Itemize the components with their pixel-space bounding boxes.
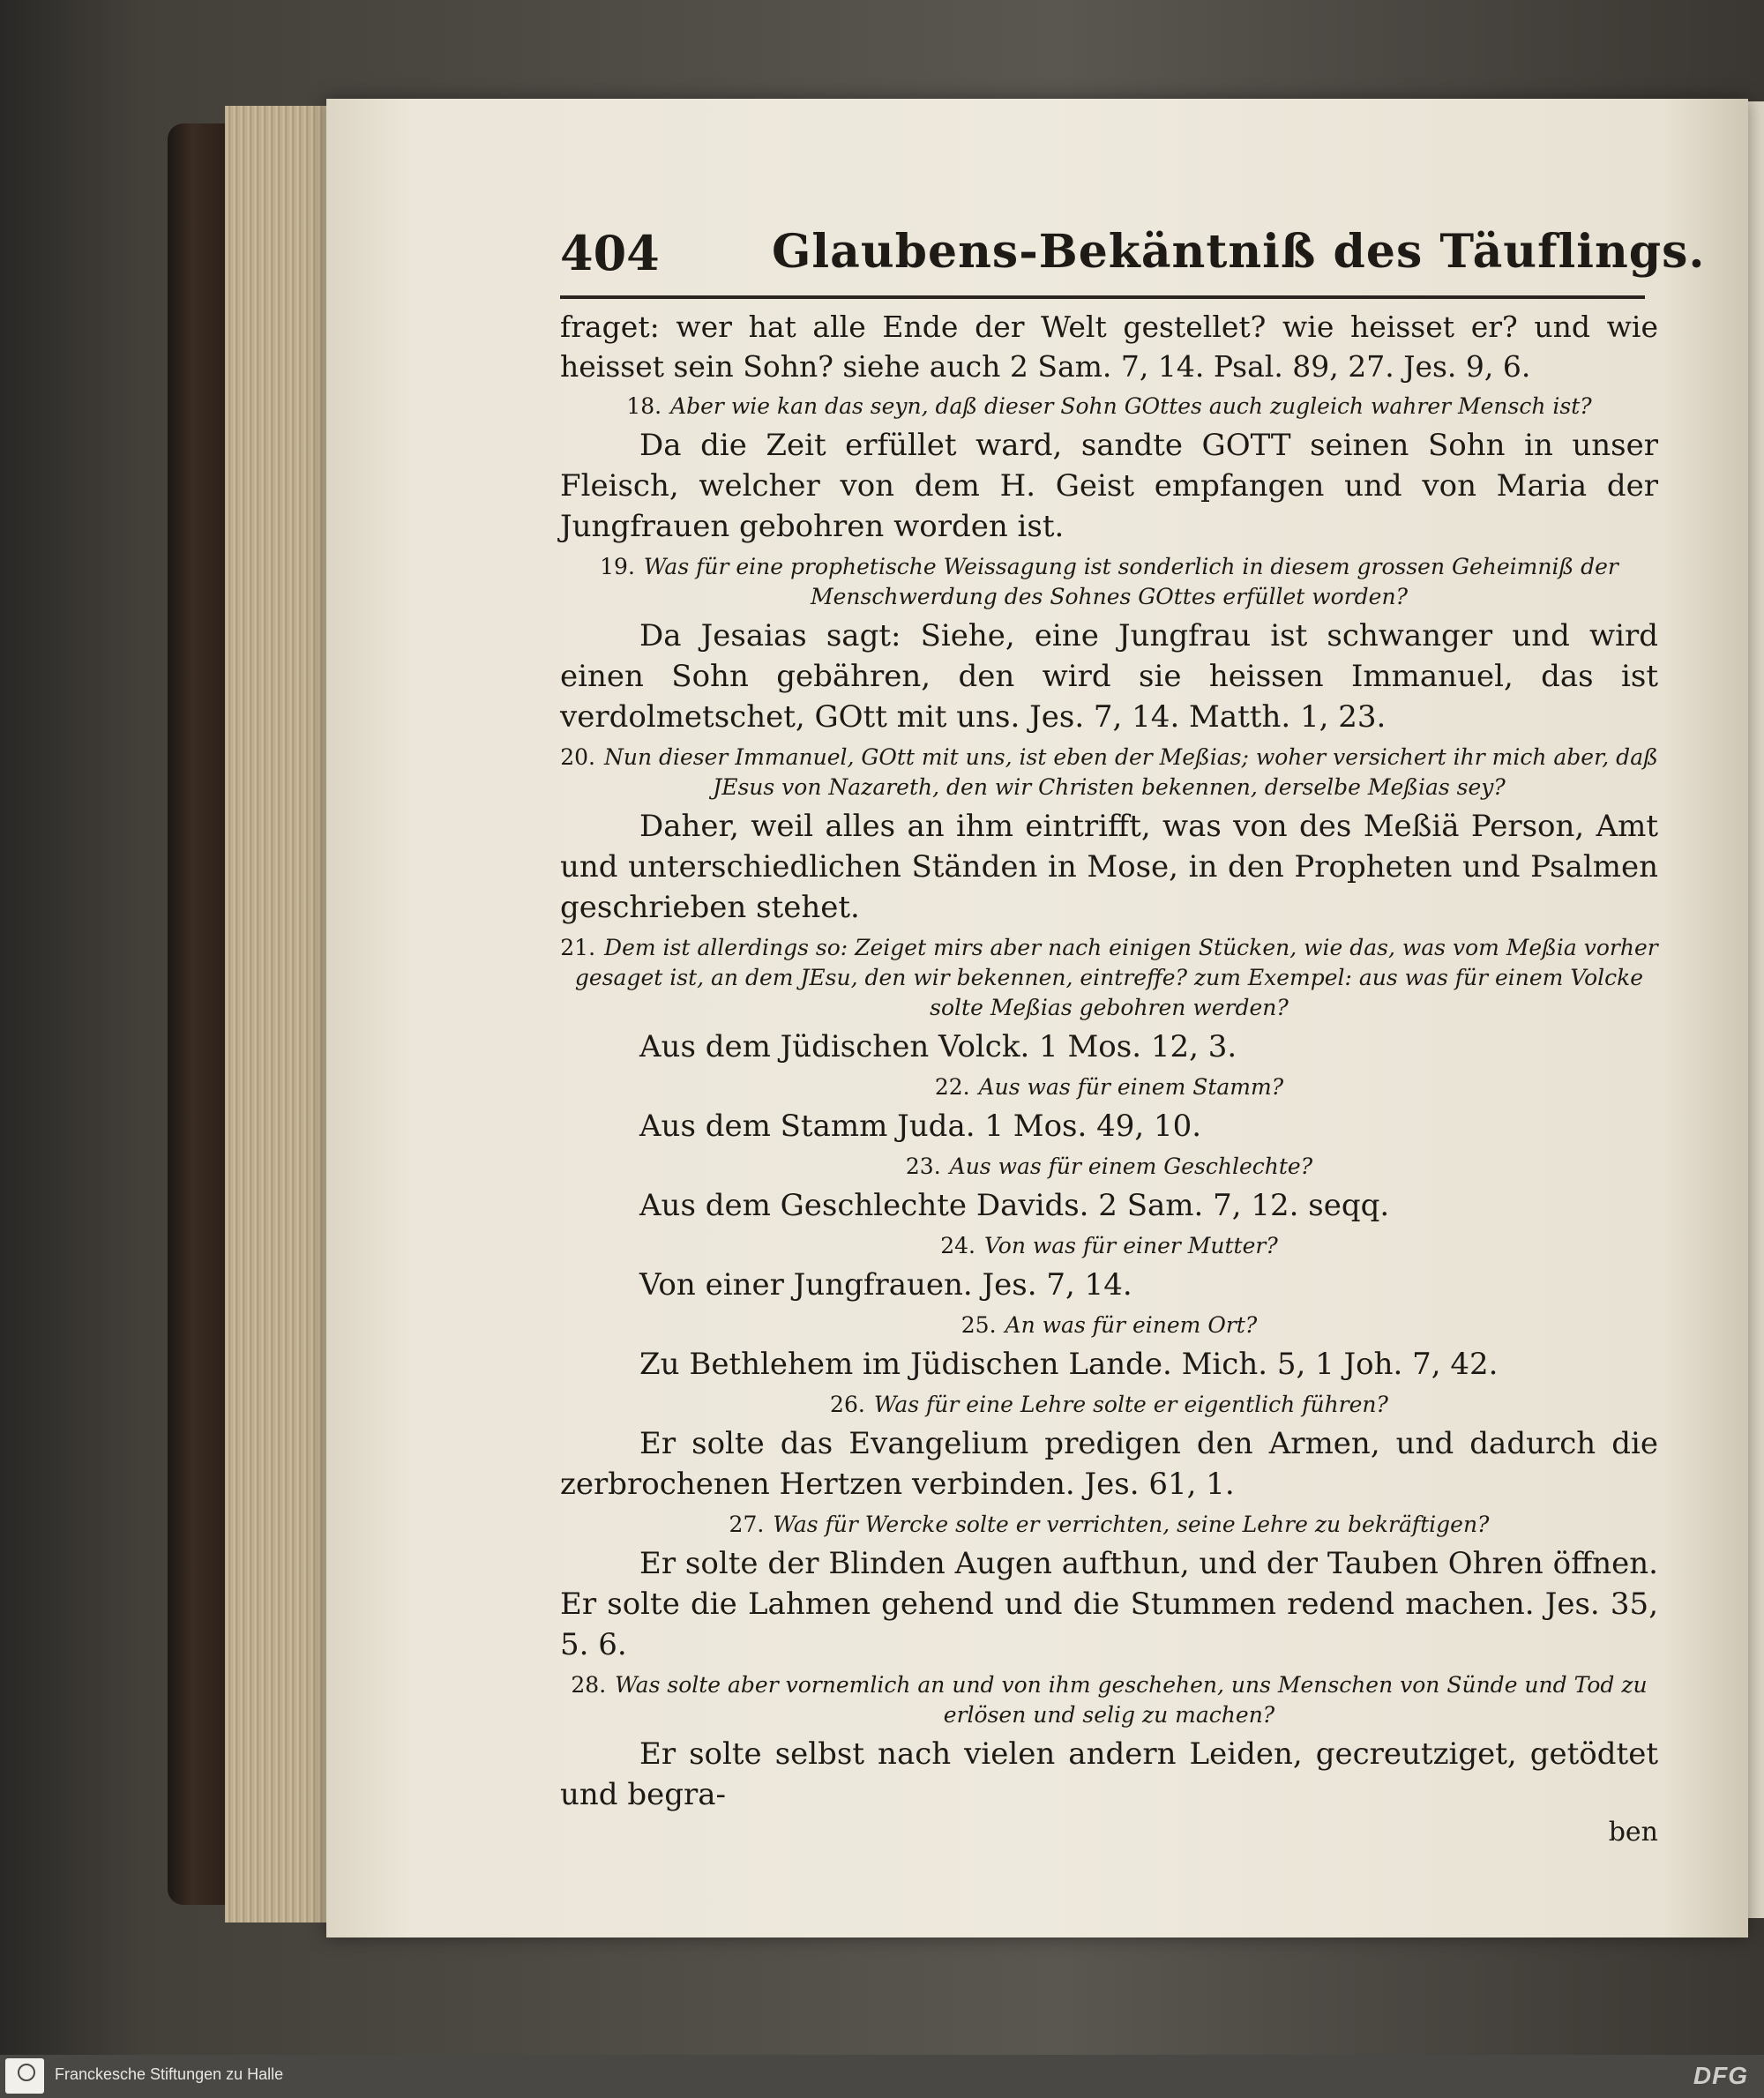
question xyxy=(560,552,1658,612)
question-number: 26. xyxy=(830,1392,865,1417)
question xyxy=(560,1072,1658,1102)
question xyxy=(560,1310,1658,1340)
question xyxy=(560,1152,1658,1182)
question xyxy=(560,1390,1658,1420)
question-number: 18. xyxy=(626,393,662,419)
answer: Aus dem Geschlechte Davids. 2 Sam. 7, 12. seqq. xyxy=(639,1188,1390,1223)
question-number: 27. xyxy=(729,1512,765,1537)
running-head: Glaubens-Bekäntniß des Täuflings. xyxy=(772,225,1706,279)
question-number: 28. xyxy=(571,1672,607,1698)
question-text: Was solte aber vornemlich an und von ihm geschehen, uns Menschen von Sünde und Tod zu erlösen und selig zu machen? xyxy=(615,1672,1648,1728)
page-number: 404 xyxy=(560,225,660,281)
question-number: 22. xyxy=(934,1074,970,1100)
question-text: An was für einem Ort? xyxy=(1005,1312,1258,1338)
answer: Zu Bethlehem im Jüdischen Lande. Mich. 5, 1 Joh. 7, 42. xyxy=(639,1347,1499,1382)
question-text: Dem ist allerdings so: Zeiget mirs aber nach einigen Stücken, wie das, was vom Meßia vorher gesaget ist, an dem JEsu, den wir bekennen, eintreffe? zum Exempel: aus was für einem Volcke solte Meßias gebohren werden? xyxy=(574,935,1658,1020)
question-number: 23. xyxy=(905,1154,941,1179)
institution-name: Franckesche Stiftungen zu Halle xyxy=(55,2065,284,2083)
question-text: Was für eine prophetische Weissagung ist sonderlich in diesem grossen Geheimniß der Menschwerdung des Sohnes GOttes erfüllet worden? xyxy=(643,554,1618,609)
question-number: 24. xyxy=(940,1233,976,1258)
book-spine xyxy=(168,123,229,1905)
question-number: 25. xyxy=(960,1312,997,1338)
question xyxy=(560,392,1658,422)
question-number: 21. xyxy=(560,935,596,960)
question xyxy=(560,1231,1658,1261)
answer: Er solte der Blinden Augen aufthun, und der Tauben Ohren öffnen. Er solte die Lahmen gehend und die Stummen redend machen. Jes. 35, 5. 6. xyxy=(560,1546,1658,1662)
answer: Daher, weil alles an ihm eintrifft, was von des Meßiä Person, Amt und unterschiedlichen Ständen in Mose, in den Propheten und Psalmen geschrieben stehet. xyxy=(560,809,1658,925)
answer: Aus dem Stamm Juda. 1 Mos. 49, 10. xyxy=(639,1109,1202,1144)
answer: Von einer Jungfrauen. Jes. 7, 14. xyxy=(639,1267,1132,1303)
answer: Er solte das Evangelium predigen den Armen, und dadurch die zerbrochenen Hertzen verbinden. Jes. 61, 1. xyxy=(560,1426,1658,1502)
question-text: Aus was für einem Geschlechte? xyxy=(949,1154,1313,1179)
question xyxy=(560,1510,1658,1540)
question-number: 19. xyxy=(600,554,635,579)
question-text: Was für Wercke solte er verrichten, seine Lehre zu bekräftigen? xyxy=(773,1512,1490,1537)
question-text: Nun dieser Immanuel, GOtt mit uns, ist eben der Meßias; woher versichert ihr mich aber, daß JEsus von Nazareth, den wir Christen bekennen, derselbe Meßias sey? xyxy=(603,744,1658,800)
question xyxy=(560,743,1658,803)
answer: Aus dem Jüdischen Volck. 1 Mos. 12, 3. xyxy=(639,1029,1237,1064)
viewer-footer xyxy=(0,2055,1764,2098)
dfg-logo: DFG xyxy=(1693,2062,1748,2089)
institution-logo-icon xyxy=(5,2058,44,2094)
answer: Er solte selbst nach vielen andern Leiden, gecreutziget, getödtet und begra- xyxy=(560,1736,1658,1812)
question-text: Aus was für einem Stamm? xyxy=(978,1074,1284,1100)
header-rule xyxy=(560,295,1645,299)
question-text: Was für eine Lehre solte er eigentlich führen? xyxy=(873,1392,1388,1417)
question xyxy=(560,1670,1658,1730)
answer: Da die Zeit erfüllet ward, sandte GOTT seinen Sohn in unser Fleisch, welcher von dem H. Geist empfangen und von Maria der Jungfrauen gebohren worden ist. xyxy=(560,428,1658,544)
text-paragraph: fraget: wer hat alle Ende der Welt gestellet? wie heisset er? und wie heisset sein Sohn? siehe auch 2 Sam. 7, 14. Psal. 89, 27. Jes. 9, 6. xyxy=(560,310,1658,384)
answer: Da Jesaias sagt: Siehe, eine Jungfrau ist schwanger und wird einen Sohn gebähren, den wird sie heissen Immanuel, das ist verdolmetschet, GOtt mit uns. Jes. 7, 14. Matth. 1, 23. xyxy=(560,618,1658,735)
question xyxy=(560,933,1658,1023)
page-edges xyxy=(225,106,331,1923)
question-text: Aber wie kan das seyn, daß dieser Sohn GOttes auch zugleich wahrer Mensch ist? xyxy=(670,393,1592,419)
page-content xyxy=(560,307,1658,1850)
page-header xyxy=(560,225,1706,295)
question-number: 20. xyxy=(560,744,595,770)
catchword: ben xyxy=(1608,1817,1658,1848)
question-text: Von was für einer Mutter? xyxy=(984,1233,1278,1258)
